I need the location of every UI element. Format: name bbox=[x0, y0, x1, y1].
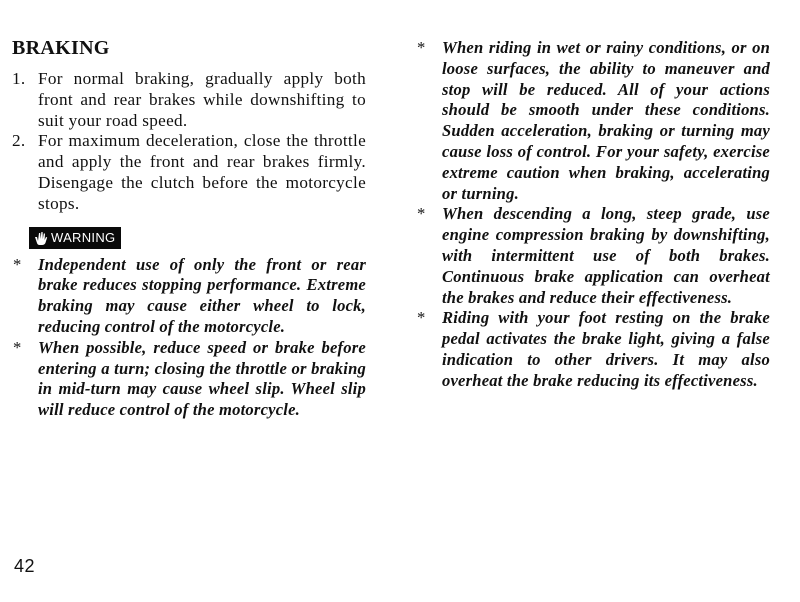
page-number: 42 bbox=[14, 556, 36, 576]
caution-list bbox=[416, 38, 770, 392]
warning-hand-icon bbox=[33, 230, 49, 246]
step-item bbox=[12, 131, 366, 214]
warning-list bbox=[12, 255, 366, 421]
caution-item bbox=[416, 308, 770, 391]
step-text: For normal braking, gradually apply both front and rear brakes while downshifting to suit your road speed. bbox=[38, 69, 366, 130]
warning-text: When possible, reduce speed or brake before entering a turn; closing the throttle or braking in mid-turn may cause wheel slip. Wheel slip will reduce control of the motorcycle. bbox=[38, 337, 366, 420]
warning-item bbox=[12, 255, 366, 338]
bullet-asterisk: * bbox=[417, 308, 426, 328]
left-column bbox=[12, 36, 366, 421]
caution-text: Riding with your foot resting on the brake pedal activates the brake light, giving a false indication to other drivers. It may also overheat the brake reducing its effectiveness. bbox=[442, 308, 770, 390]
step-number: 2. bbox=[12, 131, 26, 151]
right-column bbox=[416, 38, 770, 392]
section-title: BRAKING bbox=[12, 37, 110, 59]
caution-item bbox=[416, 38, 770, 204]
caution-text: When descending a long, steep grade, use engine compression braking by downshifting, with intermittent use of both brakes. Continuous brake application can overheat the brakes and reduce their effectiveness. bbox=[442, 204, 770, 307]
warning-text: Independent use of only the front or rear brake reduces stopping performance. Extreme braking may cause either wheel to lock, reducing control of the motorcycle. bbox=[38, 254, 366, 336]
step-item bbox=[12, 69, 366, 131]
warning-label: WARNING bbox=[51, 230, 116, 246]
bullet-asterisk: * bbox=[13, 337, 22, 357]
bullet-asterisk: * bbox=[13, 254, 22, 274]
step-number: 1. bbox=[12, 69, 26, 88]
bullet-asterisk: * bbox=[417, 204, 426, 224]
caution-text: When riding in wet or rainy conditions, or on loose surfaces, the ability to maneuver and stop will be reduced. All of your actions should be smooth under these conditions. Sudden acceleration, braking or turning may cause loss of control. For your safety, exercise extreme caution when braking, accelerating or turning. bbox=[442, 38, 770, 203]
caution-item bbox=[416, 204, 770, 308]
bullet-asterisk: * bbox=[417, 38, 426, 57]
braking-steps bbox=[12, 69, 366, 215]
warning-badge bbox=[29, 227, 121, 249]
warning-item bbox=[12, 338, 366, 421]
step-text: For maximum deceleration, close the throttle and apply the front and rear brakes firmly. Disengage the clutch before the motorcycle stops. bbox=[38, 131, 366, 213]
